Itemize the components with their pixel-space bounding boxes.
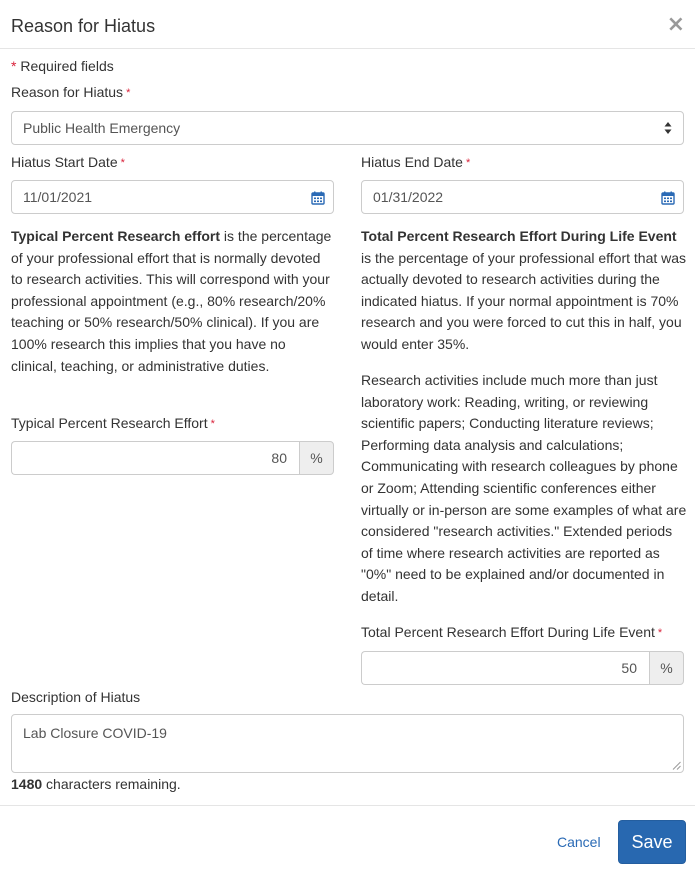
remaining-text: characters remaining. bbox=[42, 776, 181, 792]
save-button[interactable]: Save bbox=[618, 820, 686, 864]
end-date-label: Hiatus End Date * bbox=[361, 154, 471, 170]
required-fields-text: Required fields bbox=[20, 58, 114, 74]
reason-label: Reason for Hiatus * bbox=[11, 84, 131, 100]
required-asterisk: * bbox=[210, 418, 215, 430]
typical-help-text: is the percentage of your professional effort that is normally devoted to research activities. This will correspond with your professional appointment (e.g., 80% research/20% teaching or 50% research/50% clinical). If you are 100% research this implies that you have no clinical, teaching, or administrative duties. bbox=[11, 228, 332, 374]
total-help-text: is the percentage of your professional effort that was actually devoted to research activities during the indicated hiatus. If your normal appointment is 70% research and you were forced to cut this in half, you would enter 35%. bbox=[361, 249, 687, 352]
required-asterisk: * bbox=[120, 157, 125, 169]
total-help-term: Total Percent Research Effort During Life Event bbox=[361, 228, 677, 244]
percent-addon: % bbox=[299, 441, 334, 475]
modal-title: Reason for Hiatus bbox=[11, 16, 156, 36]
reason-select-value: Public Health Emergency bbox=[23, 120, 181, 136]
required-star: * bbox=[11, 58, 17, 74]
calendar-icon[interactable] bbox=[311, 191, 325, 205]
typical-effort-input[interactable] bbox=[11, 441, 299, 475]
select-arrows-icon bbox=[664, 121, 672, 135]
footer-divider bbox=[0, 805, 695, 806]
description-value: Lab Closure COVID-19 bbox=[23, 725, 167, 741]
description-textarea[interactable] bbox=[11, 714, 684, 773]
total-effort-label: Total Percent Research Effort During Life Event * bbox=[361, 624, 663, 640]
modal-header bbox=[0, 0, 695, 49]
description-label: Description of Hiatus bbox=[11, 689, 141, 705]
start-date-input[interactable] bbox=[11, 180, 334, 214]
characters-remaining bbox=[11, 776, 181, 792]
typical-effort-value: 80 bbox=[271, 450, 287, 466]
research-activities-help: Research activities include much more than just laboratory work: Reading, writing, or reviewing scientific papers; Conducting literature reviews; Performing data analysis and calculations; Communicating with research colleagues by phone or Zoom; Attending scientific conferences either virtually or in-person are some examples of what are considered "research activities." Extended periods of time where research activities are reported as "0%" need to be explained and/or documented in detail. bbox=[361, 372, 687, 604]
start-date-label: Hiatus Start Date * bbox=[11, 154, 125, 170]
required-asterisk: * bbox=[657, 627, 663, 639]
resize-grip-icon[interactable] bbox=[672, 761, 681, 770]
typical-help-term: Typical Percent Research effort bbox=[11, 228, 221, 244]
remaining-count: 1480 bbox=[11, 776, 43, 792]
end-date-input[interactable] bbox=[361, 180, 684, 214]
start-date-value: 11/01/2021 bbox=[23, 189, 93, 205]
typical-effort-help bbox=[11, 226, 333, 377]
cancel-button[interactable]: Cancel bbox=[557, 834, 601, 850]
required-asterisk: * bbox=[465, 157, 471, 169]
end-date-value: 01/31/2022 bbox=[373, 189, 444, 205]
total-effort-help bbox=[361, 226, 687, 356]
percent-addon: % bbox=[649, 651, 684, 685]
required-fields-note bbox=[11, 58, 114, 74]
calendar-icon[interactable] bbox=[661, 191, 675, 205]
total-effort-input[interactable] bbox=[361, 651, 649, 685]
close-icon[interactable]: × bbox=[666, 12, 685, 37]
required-asterisk: * bbox=[126, 87, 131, 99]
typical-effort-label: Typical Percent Research Effort * bbox=[11, 415, 215, 431]
total-effort-value: 50 bbox=[621, 660, 637, 676]
reason-select[interactable] bbox=[11, 111, 684, 145]
